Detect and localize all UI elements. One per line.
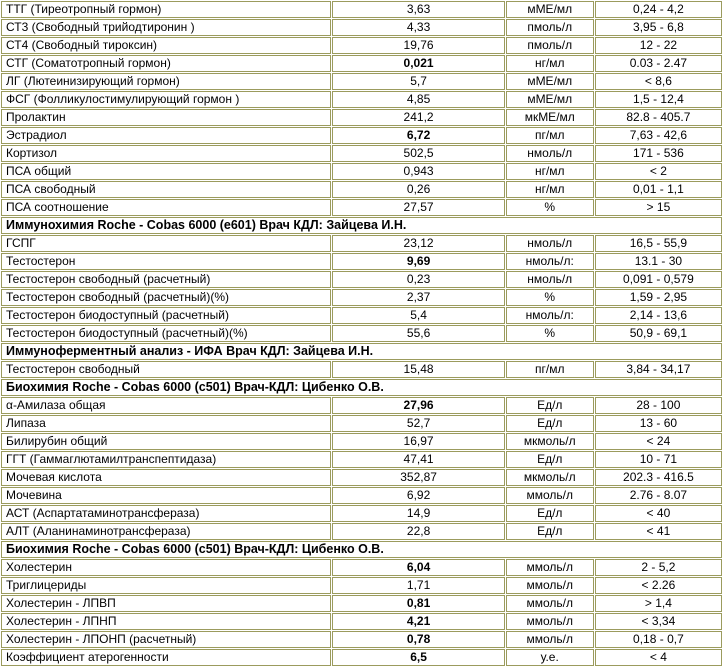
reference-range-cell: 202.3 - 416.5	[595, 469, 722, 486]
section-title: Иммунохимия Roche - Cobas 6000 (e601) Врач КДЛ: Зайцева И.Н.	[1, 217, 722, 234]
unit-cell: нмоль/л	[506, 271, 594, 288]
table-row	[1, 559, 722, 576]
table-row	[1, 523, 722, 540]
section-title: Биохимия Roche - Cobas 6000 (c501) Врач-КДЛ: Цибенко О.В.	[1, 541, 722, 558]
test-name-cell: СТ3 (Свободный трийодтиронин )	[1, 19, 331, 36]
reference-range-cell: < 24	[595, 433, 722, 450]
section-title: Биохимия Roche - Cobas 6000 (c501) Врач-КДЛ: Цибенко О.В.	[1, 379, 722, 396]
test-name-cell: Тестостерон биодоступный (расчетный)(%)	[1, 325, 331, 342]
test-name-cell: Мочевая кислота	[1, 469, 331, 486]
table-row	[1, 163, 722, 180]
table-row	[1, 37, 722, 54]
table-row	[1, 73, 722, 90]
result-value-cell: 16,97	[332, 433, 504, 450]
table-row	[1, 127, 722, 144]
reference-range-cell: 28 - 100	[595, 397, 722, 414]
test-name-cell: ПСА свободный	[1, 181, 331, 198]
reference-range-cell: 2,14 - 13,6	[595, 307, 722, 324]
unit-cell: Ед/л	[506, 397, 594, 414]
result-value-cell: 6,92	[332, 487, 504, 504]
reference-range-cell: 2.76 - 8.07	[595, 487, 722, 504]
reference-range-cell: 0,091 - 0,579	[595, 271, 722, 288]
table-row	[1, 109, 722, 126]
test-name-cell: Тестостерон свободный (расчетный)(%)	[1, 289, 331, 306]
test-name-cell: СТГ (Соматотропный гормон)	[1, 55, 331, 72]
unit-cell: мМЕ/мл	[506, 91, 594, 108]
reference-range-cell: 1,59 - 2,95	[595, 289, 722, 306]
reference-range-cell: < 3,34	[595, 613, 722, 630]
result-value-cell: 47,41	[332, 451, 504, 468]
result-value-cell: 5,4	[332, 307, 504, 324]
table-row	[1, 271, 722, 288]
section-header-row	[1, 379, 722, 396]
result-value-cell: 241,2	[332, 109, 504, 126]
unit-cell: ммоль/л	[506, 595, 594, 612]
unit-cell: пмоль/л	[506, 37, 594, 54]
table-row	[1, 55, 722, 72]
table-row	[1, 595, 722, 612]
result-value-cell: 9,69	[332, 253, 504, 270]
unit-cell: ммоль/л	[506, 613, 594, 630]
reference-range-cell: < 41	[595, 523, 722, 540]
table-row	[1, 91, 722, 108]
unit-cell: нмоль/л	[506, 235, 594, 252]
reference-range-cell: 1,5 - 12,4	[595, 91, 722, 108]
result-value-cell: 0,26	[332, 181, 504, 198]
result-value-cell: 1,71	[332, 577, 504, 594]
test-name-cell: АЛТ (Аланинаминотрансфераза)	[1, 523, 331, 540]
result-value-cell: 6,72	[332, 127, 504, 144]
result-value-cell: 19,76	[332, 37, 504, 54]
result-value-cell: 0,943	[332, 163, 504, 180]
test-name-cell: ЛГ (Лютеинизирующий гормон)	[1, 73, 331, 90]
unit-cell: нг/мл	[506, 181, 594, 198]
reference-range-cell: 3,84 - 34,17	[595, 361, 722, 378]
table-row	[1, 577, 722, 594]
test-name-cell: Тестостерон	[1, 253, 331, 270]
reference-range-cell: 0.03 - 2.47	[595, 55, 722, 72]
table-row	[1, 433, 722, 450]
reference-range-cell: > 15	[595, 199, 722, 216]
reference-range-cell: < 8,6	[595, 73, 722, 90]
test-name-cell: Пролактин	[1, 109, 331, 126]
unit-cell: нг/мл	[506, 163, 594, 180]
table-row	[1, 253, 722, 270]
reference-range-cell: < 40	[595, 505, 722, 522]
unit-cell: ммоль/л	[506, 487, 594, 504]
unit-cell: ммоль/л	[506, 631, 594, 648]
table-row	[1, 469, 722, 486]
unit-cell: мкмоль/л	[506, 433, 594, 450]
unit-cell: нмоль/л	[506, 145, 594, 162]
unit-cell: мкМЕ/мл	[506, 109, 594, 126]
table-row	[1, 307, 722, 324]
test-name-cell: СТ4 (Свободный тироксин)	[1, 37, 331, 54]
result-value-cell: 3,63	[332, 1, 504, 18]
test-name-cell: Холестерин - ЛПНП	[1, 613, 331, 630]
test-name-cell: Холестерин - ЛПВП	[1, 595, 331, 612]
reference-range-cell: 0,01 - 1,1	[595, 181, 722, 198]
unit-cell: Ед/л	[506, 505, 594, 522]
result-value-cell: 502,5	[332, 145, 504, 162]
result-value-cell: 27,57	[332, 199, 504, 216]
reference-range-cell: 13.1 - 30	[595, 253, 722, 270]
unit-cell: ммоль/л	[506, 559, 594, 576]
unit-cell: пг/мл	[506, 127, 594, 144]
reference-range-cell: 2 - 5,2	[595, 559, 722, 576]
unit-cell: %	[506, 325, 594, 342]
table-row	[1, 235, 722, 252]
table-row	[1, 415, 722, 432]
test-name-cell: ФСГ (Фолликулостимулирующий гормон )	[1, 91, 331, 108]
table-row	[1, 181, 722, 198]
unit-cell: мМЕ/мл	[506, 73, 594, 90]
table-row	[1, 325, 722, 342]
result-value-cell: 0,021	[332, 55, 504, 72]
table-row	[1, 631, 722, 648]
unit-cell: Ед/л	[506, 415, 594, 432]
table-row	[1, 487, 722, 504]
result-value-cell: 352,87	[332, 469, 504, 486]
unit-cell: пмоль/л	[506, 19, 594, 36]
reference-range-cell: > 1,4	[595, 595, 722, 612]
table-row	[1, 199, 722, 216]
unit-cell: нг/мл	[506, 55, 594, 72]
reference-range-cell: 16,5 - 55,9	[595, 235, 722, 252]
test-name-cell: ТТГ (Тиреотропный гормон)	[1, 1, 331, 18]
table-row	[1, 451, 722, 468]
result-value-cell: 27,96	[332, 397, 504, 414]
unit-cell: ммоль/л	[506, 577, 594, 594]
reference-range-cell: < 2.26	[595, 577, 722, 594]
reference-range-cell: 3,95 - 6,8	[595, 19, 722, 36]
result-value-cell: 55,6	[332, 325, 504, 342]
result-value-cell: 2,37	[332, 289, 504, 306]
reference-range-cell: 13 - 60	[595, 415, 722, 432]
test-name-cell: Триглицериды	[1, 577, 331, 594]
section-header-row	[1, 343, 722, 360]
result-value-cell: 14,9	[332, 505, 504, 522]
result-value-cell: 4,85	[332, 91, 504, 108]
result-value-cell: 15,48	[332, 361, 504, 378]
unit-cell: Ед/л	[506, 523, 594, 540]
table-row	[1, 505, 722, 522]
unit-cell: %	[506, 289, 594, 306]
result-value-cell: 0,23	[332, 271, 504, 288]
test-name-cell: Коэффициент атерогенности	[1, 649, 331, 666]
reference-range-cell: 0,24 - 4,2	[595, 1, 722, 18]
unit-cell: нмоль/л:	[506, 307, 594, 324]
test-name-cell: α-Амилаза общая	[1, 397, 331, 414]
unit-cell: мМЕ/мл	[506, 1, 594, 18]
test-name-cell: Холестерин	[1, 559, 331, 576]
reference-range-cell: 0,18 - 0,7	[595, 631, 722, 648]
test-name-cell: ГСПГ	[1, 235, 331, 252]
test-name-cell: Эстрадиол	[1, 127, 331, 144]
test-name-cell: Тестостерон свободный (расчетный)	[1, 271, 331, 288]
section-title: Иммуноферментный анализ - ИФА Врач КДЛ: Зайцева И.Н.	[1, 343, 722, 360]
reference-range-cell: 12 - 22	[595, 37, 722, 54]
test-name-cell: ПСА соотношение	[1, 199, 331, 216]
reference-range-cell: 7,63 - 42,6	[595, 127, 722, 144]
result-value-cell: 23,12	[332, 235, 504, 252]
test-name-cell: АСТ (Аспартатаминотрансфераза)	[1, 505, 331, 522]
section-header-row	[1, 217, 722, 234]
section-header-row	[1, 541, 722, 558]
result-value-cell: 52,7	[332, 415, 504, 432]
table-row	[1, 397, 722, 414]
reference-range-cell: 82.8 - 405.7	[595, 109, 722, 126]
table-row	[1, 289, 722, 306]
unit-cell: у.е.	[506, 649, 594, 666]
test-name-cell: Тестостерон биодоступный (расчетный)	[1, 307, 331, 324]
unit-cell: %	[506, 199, 594, 216]
result-value-cell: 4,33	[332, 19, 504, 36]
result-value-cell: 6,5	[332, 649, 504, 666]
table-row	[1, 613, 722, 630]
test-name-cell: Кортизол	[1, 145, 331, 162]
test-name-cell: ГГТ (Гаммаглютамилтранспептидаза)	[1, 451, 331, 468]
test-name-cell: Холестерин - ЛПОНП (расчетный)	[1, 631, 331, 648]
result-value-cell: 0,78	[332, 631, 504, 648]
test-name-cell: Мочевина	[1, 487, 331, 504]
result-value-cell: 4,21	[332, 613, 504, 630]
result-value-cell: 0,81	[332, 595, 504, 612]
test-name-cell: Липаза	[1, 415, 331, 432]
test-name-cell: Тестостерон свободный	[1, 361, 331, 378]
result-value-cell: 22,8	[332, 523, 504, 540]
lab-results-rows	[1, 1, 722, 666]
unit-cell: пг/мл	[506, 361, 594, 378]
table-row	[1, 1, 722, 18]
reference-range-cell: 50,9 - 69,1	[595, 325, 722, 342]
reference-range-cell: 171 - 536	[595, 145, 722, 162]
result-value-cell: 5,7	[332, 73, 504, 90]
reference-range-cell: < 4	[595, 649, 722, 666]
table-row	[1, 145, 722, 162]
result-value-cell: 6,04	[332, 559, 504, 576]
reference-range-cell: < 2	[595, 163, 722, 180]
test-name-cell: ПСА общий	[1, 163, 331, 180]
test-name-cell: Билирубин общий	[1, 433, 331, 450]
unit-cell: Ед/л	[506, 451, 594, 468]
table-row	[1, 649, 722, 666]
unit-cell: нмоль/л:	[506, 253, 594, 270]
table-row	[1, 361, 722, 378]
table-row	[1, 19, 722, 36]
reference-range-cell: 10 - 71	[595, 451, 722, 468]
unit-cell: мкмоль/л	[506, 469, 594, 486]
